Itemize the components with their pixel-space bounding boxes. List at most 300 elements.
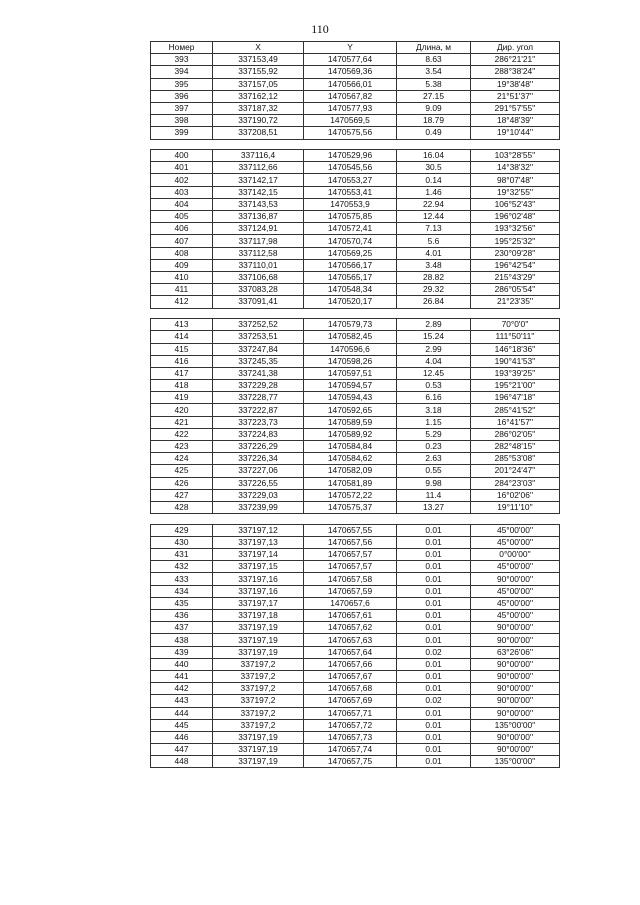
table-row (151, 296, 560, 308)
cell-number: 394 (151, 66, 213, 78)
table-row (151, 670, 560, 682)
cell-x: 337208,51 (213, 127, 304, 139)
cell-number: 426 (151, 477, 213, 489)
cell-length: 5.6 (397, 235, 471, 247)
cell-length: 5.38 (397, 78, 471, 90)
header-x: X (213, 42, 304, 54)
cell-y: 1470657,74 (304, 744, 397, 756)
cell-number: 399 (151, 127, 213, 139)
table-row (151, 683, 560, 695)
cell-x: 337197,2 (213, 695, 304, 707)
cell-x: 337197,16 (213, 573, 304, 585)
cell-number: 422 (151, 428, 213, 440)
cell-y: 1470657,66 (304, 658, 397, 670)
cell-number: 445 (151, 719, 213, 731)
cell-direction-angle: 285°41'52'' (471, 404, 560, 416)
cell-x: 337197,2 (213, 670, 304, 682)
cell-direction-angle: 90°00'00'' (471, 683, 560, 695)
header-length: Длина, м (397, 42, 471, 54)
cell-length: 7.13 (397, 223, 471, 235)
cell-length: 0.02 (397, 646, 471, 658)
cell-y: 1470657,75 (304, 756, 397, 768)
cell-y: 1470520,17 (304, 296, 397, 308)
table-row (151, 102, 560, 114)
cell-y: 1470553,9 (304, 198, 397, 210)
cell-number: 443 (151, 695, 213, 707)
cell-x: 337226,55 (213, 477, 304, 489)
cell-length: 0.01 (397, 670, 471, 682)
cell-direction-angle: 90°00'00'' (471, 622, 560, 634)
cell-number: 396 (151, 90, 213, 102)
cell-x: 337117,98 (213, 235, 304, 247)
table-row (151, 453, 560, 465)
cell-x: 337197,2 (213, 719, 304, 731)
cell-length: 0.01 (397, 719, 471, 731)
cell-direction-angle: 90°00'00'' (471, 695, 560, 707)
cell-x: 337245,35 (213, 355, 304, 367)
cell-number: 438 (151, 634, 213, 646)
cell-x: 337197,19 (213, 731, 304, 743)
cell-number: 435 (151, 597, 213, 609)
cell-length: 2.63 (397, 453, 471, 465)
table-row (151, 235, 560, 247)
cell-length: 3.48 (397, 259, 471, 271)
cell-length: 22.94 (397, 198, 471, 210)
cell-length: 0.01 (397, 658, 471, 670)
cell-number: 410 (151, 271, 213, 283)
cell-number: 412 (151, 296, 213, 308)
cell-x: 337197,19 (213, 622, 304, 634)
table-row (151, 66, 560, 78)
cell-direction-angle: 21°51'37'' (471, 90, 560, 102)
cell-length: 16.04 (397, 150, 471, 162)
cell-x: 337153,49 (213, 54, 304, 66)
cell-length: 26.84 (397, 296, 471, 308)
cell-x: 337136,87 (213, 211, 304, 223)
cell-y: 1470589,92 (304, 428, 397, 440)
cell-y: 1470592,65 (304, 404, 397, 416)
table-row (151, 115, 560, 127)
table-row (151, 634, 560, 646)
cell-y: 1470577,93 (304, 102, 397, 114)
cell-direction-angle: 98°07'48'' (471, 174, 560, 186)
cell-y: 1470657,55 (304, 524, 397, 536)
cell-x: 337247,84 (213, 343, 304, 355)
cell-length: 11.4 (397, 489, 471, 501)
cell-length: 0.01 (397, 536, 471, 548)
cell-length: 0.49 (397, 127, 471, 139)
cell-number: 401 (151, 162, 213, 174)
cell-direction-angle: 19°11'10'' (471, 501, 560, 513)
cell-x: 337112,58 (213, 247, 304, 259)
cell-number: 425 (151, 465, 213, 477)
cell-direction-angle: 70°0'0'' (471, 319, 560, 331)
cell-x: 337241,38 (213, 367, 304, 379)
cell-length: 3.18 (397, 404, 471, 416)
cell-y: 1470572,22 (304, 489, 397, 501)
cell-x: 337124,91 (213, 223, 304, 235)
table-row (151, 477, 560, 489)
table-row (151, 441, 560, 453)
cell-length: 8.63 (397, 54, 471, 66)
group-spacer (151, 139, 560, 150)
table-row (151, 271, 560, 283)
cell-y: 1470657,73 (304, 731, 397, 743)
table-row (151, 319, 560, 331)
cell-number: 442 (151, 683, 213, 695)
cell-y: 1470584,62 (304, 453, 397, 465)
table-row (151, 186, 560, 198)
cell-length: 13.27 (397, 501, 471, 513)
cell-direction-angle: 286°02'05'' (471, 428, 560, 440)
cell-direction-angle: 135°00'00'' (471, 719, 560, 731)
cell-direction-angle: 196°47'18'' (471, 392, 560, 404)
cell-length: 9.09 (397, 102, 471, 114)
cell-x: 337091,41 (213, 296, 304, 308)
table-row (151, 719, 560, 731)
cell-x: 337190,72 (213, 115, 304, 127)
cell-x: 337143,53 (213, 198, 304, 210)
cell-number: 430 (151, 536, 213, 548)
cell-y: 1470548,34 (304, 284, 397, 296)
cell-y: 1470529,96 (304, 150, 397, 162)
cell-direction-angle: 45°00'00'' (471, 597, 560, 609)
cell-number: 434 (151, 585, 213, 597)
cell-number: 432 (151, 561, 213, 573)
table-row (151, 127, 560, 139)
cell-length: 0.01 (397, 549, 471, 561)
cell-x: 337106,68 (213, 271, 304, 283)
cell-y: 1470577,64 (304, 54, 397, 66)
cell-y: 1470545,56 (304, 162, 397, 174)
cell-direction-angle: 16°41'57'' (471, 416, 560, 428)
cell-y: 1470657,69 (304, 695, 397, 707)
cell-length: 0.01 (397, 573, 471, 585)
cell-number: 395 (151, 78, 213, 90)
cell-y: 1470569,25 (304, 247, 397, 259)
table-row (151, 284, 560, 296)
table-row (151, 78, 560, 90)
cell-direction-angle: 90°00'00'' (471, 731, 560, 743)
cell-x: 337224,83 (213, 428, 304, 440)
cell-number: 448 (151, 756, 213, 768)
cell-number: 423 (151, 441, 213, 453)
cell-length: 4.01 (397, 247, 471, 259)
cell-length: 0.01 (397, 634, 471, 646)
table-row (151, 343, 560, 355)
cell-length: 0.01 (397, 585, 471, 597)
cell-y: 1470657,59 (304, 585, 397, 597)
cell-length: 1.15 (397, 416, 471, 428)
cell-number: 429 (151, 524, 213, 536)
cell-y: 1470657,68 (304, 683, 397, 695)
table-row (151, 610, 560, 622)
cell-y: 1470582,09 (304, 465, 397, 477)
cell-x: 337197,14 (213, 549, 304, 561)
cell-length: 18.79 (397, 115, 471, 127)
cell-direction-angle: 19°32'55'' (471, 186, 560, 198)
cell-y: 1470657,6 (304, 597, 397, 609)
cell-direction-angle: 284°23'03'' (471, 477, 560, 489)
cell-direction-angle: 146°18'36'' (471, 343, 560, 355)
coordinates-table (150, 41, 560, 768)
cell-x: 337197,15 (213, 561, 304, 573)
cell-direction-angle: 195°25'32'' (471, 235, 560, 247)
cell-x: 337197,2 (213, 658, 304, 670)
cell-length: 29.32 (397, 284, 471, 296)
cell-number: 427 (151, 489, 213, 501)
header-number: Номер (151, 42, 213, 54)
table-row (151, 428, 560, 440)
cell-number: 397 (151, 102, 213, 114)
cell-direction-angle: 45°00'00'' (471, 536, 560, 548)
cell-number: 424 (151, 453, 213, 465)
cell-direction-angle: 90°00'00'' (471, 634, 560, 646)
cell-y: 1470589,59 (304, 416, 397, 428)
table-row (151, 380, 560, 392)
cell-length: 15.24 (397, 331, 471, 343)
cell-direction-angle: 90°00'00'' (471, 670, 560, 682)
cell-y: 1470657,56 (304, 536, 397, 548)
table-row (151, 367, 560, 379)
cell-number: 417 (151, 367, 213, 379)
cell-direction-angle: 135°00'00'' (471, 756, 560, 768)
cell-number: 409 (151, 259, 213, 271)
cell-y: 1470594,43 (304, 392, 397, 404)
cell-x: 337226,34 (213, 453, 304, 465)
cell-number: 400 (151, 150, 213, 162)
cell-y: 1470565,17 (304, 271, 397, 283)
cell-x: 337223,73 (213, 416, 304, 428)
cell-number: 441 (151, 670, 213, 682)
page-number: 110 (311, 22, 329, 36)
cell-y: 1470657,72 (304, 719, 397, 731)
cell-direction-angle: 288°38'24'' (471, 66, 560, 78)
table-header-row (151, 42, 560, 54)
cell-y: 1470569,5 (304, 115, 397, 127)
cell-x: 337142,15 (213, 186, 304, 198)
cell-y: 1470657,62 (304, 622, 397, 634)
cell-x: 337155,92 (213, 66, 304, 78)
cell-number: 411 (151, 284, 213, 296)
cell-number: 408 (151, 247, 213, 259)
table-row (151, 549, 560, 561)
cell-direction-angle: 90°00'00'' (471, 744, 560, 756)
cell-direction-angle: 16°02'06'' (471, 489, 560, 501)
cell-x: 337110,01 (213, 259, 304, 271)
cell-length: 0.55 (397, 465, 471, 477)
cell-direction-angle: 285°53'08'' (471, 453, 560, 465)
cell-length: 6.16 (397, 392, 471, 404)
cell-direction-angle: 286°05'54'' (471, 284, 560, 296)
table-row (151, 174, 560, 186)
cell-length: 0.01 (397, 610, 471, 622)
cell-y: 1470570,74 (304, 235, 397, 247)
group-spacer (151, 308, 560, 319)
table-row (151, 259, 560, 271)
cell-x: 337226,29 (213, 441, 304, 453)
cell-x: 337116,4 (213, 150, 304, 162)
cell-length: 4.04 (397, 355, 471, 367)
table-row (151, 561, 560, 573)
cell-y: 1470575,37 (304, 501, 397, 513)
cell-number: 393 (151, 54, 213, 66)
cell-direction-angle: 286°21'21'' (471, 54, 560, 66)
cell-direction-angle: 196°02'48'' (471, 211, 560, 223)
cell-y: 1470657,67 (304, 670, 397, 682)
table-row (151, 90, 560, 102)
cell-x: 337197,13 (213, 536, 304, 548)
cell-direction-angle: 215°43'29'' (471, 271, 560, 283)
cell-y: 1470566,17 (304, 259, 397, 271)
cell-y: 1470594,57 (304, 380, 397, 392)
cell-number: 406 (151, 223, 213, 235)
cell-length: 0.01 (397, 744, 471, 756)
cell-direction-angle: 282°48'15'' (471, 441, 560, 453)
cell-direction-angle: 19°38'48'' (471, 78, 560, 90)
table-row (151, 355, 560, 367)
cell-length: 12.45 (397, 367, 471, 379)
cell-y: 1470575,56 (304, 127, 397, 139)
cell-length: 0.01 (397, 597, 471, 609)
cell-number: 437 (151, 622, 213, 634)
table-row (151, 331, 560, 343)
cell-length: 9.98 (397, 477, 471, 489)
cell-y: 1470553,41 (304, 186, 397, 198)
cell-direction-angle: 106°52'43'' (471, 198, 560, 210)
cell-number: 403 (151, 186, 213, 198)
cell-number: 407 (151, 235, 213, 247)
cell-number: 421 (151, 416, 213, 428)
cell-length: 2.99 (397, 343, 471, 355)
cell-number: 402 (151, 174, 213, 186)
cell-length: 0.23 (397, 441, 471, 453)
cell-x: 337197,19 (213, 756, 304, 768)
cell-x: 337197,19 (213, 744, 304, 756)
cell-x: 337239,99 (213, 501, 304, 513)
cell-y: 1470657,57 (304, 561, 397, 573)
table-row (151, 585, 560, 597)
cell-direction-angle: 45°00'00'' (471, 585, 560, 597)
table-row (151, 392, 560, 404)
cell-y: 1470657,71 (304, 707, 397, 719)
cell-direction-angle: 14°38'32'' (471, 162, 560, 174)
cell-y: 1470582,45 (304, 331, 397, 343)
table-row (151, 211, 560, 223)
header-direction-angle: Дир. угол (471, 42, 560, 54)
cell-x: 337112,66 (213, 162, 304, 174)
table-row (151, 744, 560, 756)
cell-direction-angle: 63°26'06'' (471, 646, 560, 658)
cell-number: 446 (151, 731, 213, 743)
cell-y: 1470569,36 (304, 66, 397, 78)
cell-x: 337222,87 (213, 404, 304, 416)
cell-length: 0.01 (397, 622, 471, 634)
cell-x: 337157,05 (213, 78, 304, 90)
cell-number: 419 (151, 392, 213, 404)
table-row (151, 54, 560, 66)
cell-length: 30.5 (397, 162, 471, 174)
cell-x: 337083,28 (213, 284, 304, 296)
cell-y: 1470657,61 (304, 610, 397, 622)
cell-direction-angle: 195°21'00'' (471, 380, 560, 392)
cell-direction-angle: 45°00'00'' (471, 524, 560, 536)
cell-length: 12.44 (397, 211, 471, 223)
cell-number: 420 (151, 404, 213, 416)
cell-length: 3.54 (397, 66, 471, 78)
cell-number: 404 (151, 198, 213, 210)
cell-length: 0.01 (397, 561, 471, 573)
cell-y: 1470597,51 (304, 367, 397, 379)
cell-number: 428 (151, 501, 213, 513)
cell-y: 1470657,57 (304, 549, 397, 561)
cell-number: 415 (151, 343, 213, 355)
cell-x: 337187,32 (213, 102, 304, 114)
table-row (151, 622, 560, 634)
cell-y: 1470567,82 (304, 90, 397, 102)
cell-y: 1470584,84 (304, 441, 397, 453)
cell-x: 337197,18 (213, 610, 304, 622)
table-row (151, 404, 560, 416)
cell-direction-angle: 291°57'55'' (471, 102, 560, 114)
cell-length: 0.01 (397, 524, 471, 536)
table-row (151, 756, 560, 768)
cell-direction-angle: 190°41'53'' (471, 355, 560, 367)
cell-x: 337197,12 (213, 524, 304, 536)
cell-length: 0.02 (397, 695, 471, 707)
cell-direction-angle: 201°24'47'' (471, 465, 560, 477)
table-row (151, 524, 560, 536)
cell-direction-angle: 230°09'28'' (471, 247, 560, 259)
table-row (151, 150, 560, 162)
cell-x: 337197,2 (213, 707, 304, 719)
table-row (151, 501, 560, 513)
table-row (151, 416, 560, 428)
table-row (151, 247, 560, 259)
cell-y: 1470657,64 (304, 646, 397, 658)
cell-number: 416 (151, 355, 213, 367)
cell-x: 337229,28 (213, 380, 304, 392)
cell-direction-angle: 21°23'35'' (471, 296, 560, 308)
header-y: Y (304, 42, 397, 54)
cell-direction-angle: 103°28'55'' (471, 150, 560, 162)
cell-x: 337142,17 (213, 174, 304, 186)
cell-number: 414 (151, 331, 213, 343)
cell-direction-angle: 18°48'39'' (471, 115, 560, 127)
cell-direction-angle: 90°00'00'' (471, 707, 560, 719)
cell-number: 439 (151, 646, 213, 658)
cell-y: 1470657,63 (304, 634, 397, 646)
cell-y: 1470598,26 (304, 355, 397, 367)
cell-direction-angle: 193°32'56'' (471, 223, 560, 235)
table-row (151, 162, 560, 174)
table-row (151, 731, 560, 743)
cell-direction-angle: 90°00'00'' (471, 658, 560, 670)
group-spacer (151, 514, 560, 525)
cell-y: 1470572,41 (304, 223, 397, 235)
cell-length: 1.46 (397, 186, 471, 198)
table-row (151, 597, 560, 609)
cell-length: 27.15 (397, 90, 471, 102)
table-row (151, 658, 560, 670)
cell-direction-angle: 111°50'11'' (471, 331, 560, 343)
cell-direction-angle: 19°10'44'' (471, 127, 560, 139)
table-row (151, 695, 560, 707)
table-body (151, 54, 560, 768)
table-row (151, 465, 560, 477)
cell-x: 337197,19 (213, 646, 304, 658)
cell-length: 0.01 (397, 707, 471, 719)
